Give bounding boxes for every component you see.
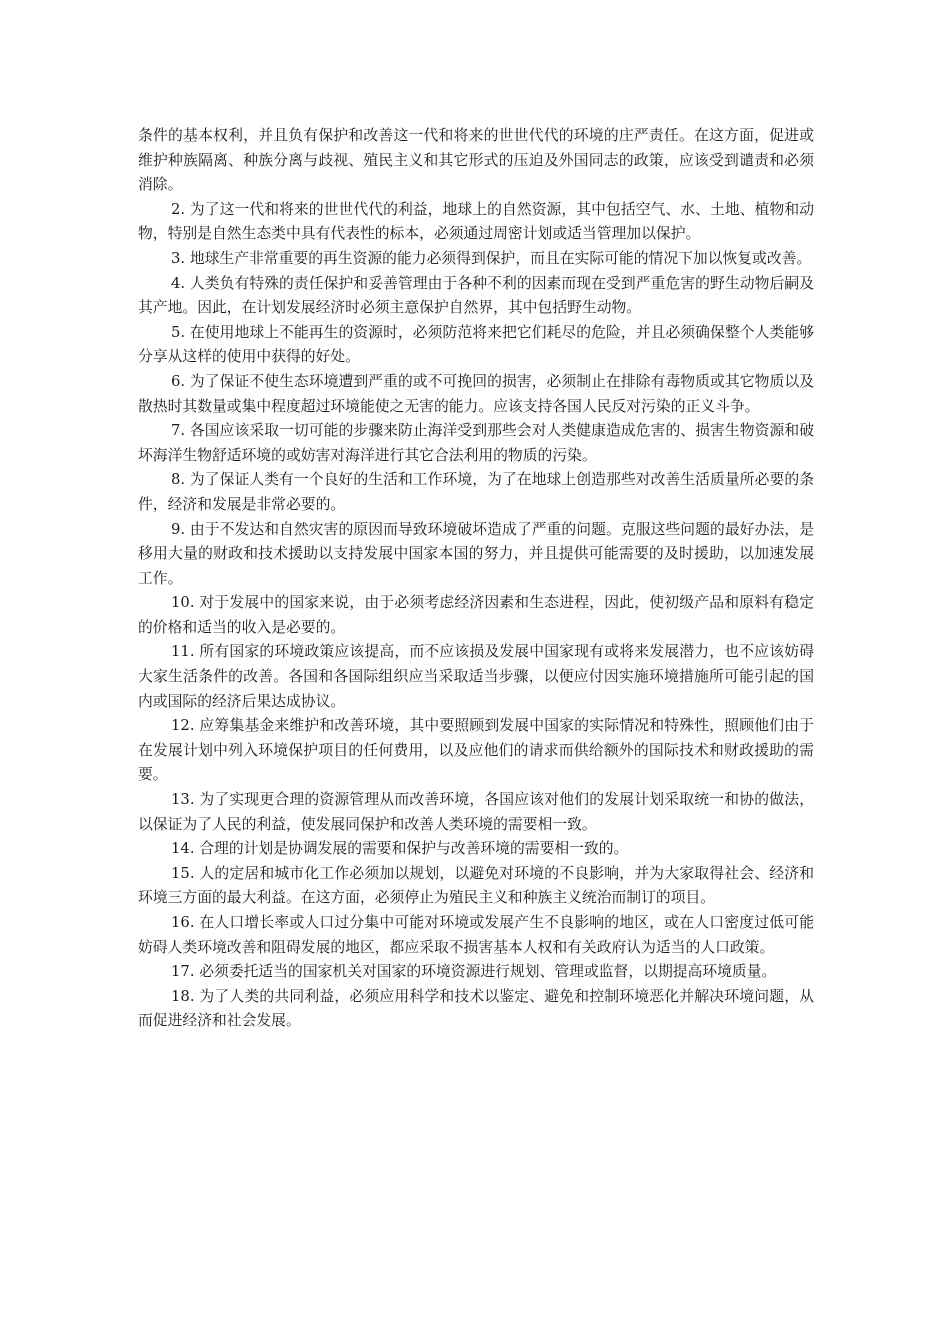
paragraph-18: 18. 为了人类的共同利益，必须应用科学和技术以鉴定、避免和控制环境恶化并解决环境问题，从而促进经济和社会发展。 — [138, 987, 814, 1030]
paragraph-9: 9. 由于不发达和自然灾害的原因而导致环境破坏造成了严重的问题。克服这些问题的最好办法，是移用大量的财政和技术援助以支持发展中国家本国的努力，并且提供可能需要的及时援助，以加速发展工作。 — [138, 520, 814, 587]
paragraph-15: 15. 人的定居和城市化工作必须加以规划，以避免对环境的不良影响，并为大家取得社会、经济和环境三方面的最大利益。在这方面，必须停止为殖民主义和种族主义统治而制订的项目。 — [138, 864, 814, 907]
paragraph-5: 5. 在使用地球上不能再生的资源时，必须防范将来把它们耗尽的危险，并且必须确保整个人类能够分享从这样的使用中获得的好处。 — [138, 323, 814, 366]
paragraph-11: 11. 所有国家的环境政策应该提高，而不应该损及发展中国家现有或将来发展潜力，也不应该妨碍大家生活条件的改善。各国和各国际组织应当采取适当步骤，以便应付因实施环境措施所可能引起的国内或国际的经济后果达成协议。 — [138, 643, 814, 710]
paragraph-16: 16. 在人口增长率或人口过分集中可能对环境或发展产生不良影响的地区，或在人口密度过低可能妨碍人类环境改善和阻碍发展的地区，都应采取不损害基本人权和有关政府认为适当的人口政策。 — [138, 914, 814, 956]
paragraph-4: 4. 人类负有特殊的责任保护和妥善管理由于各种不利的因素而现在受到严重危害的野生动物后嗣及其产地。因此，在计划发展经济时必须主意保护自然界，其中包括野生动物。 — [138, 274, 814, 317]
paragraph-8: 8. 为了保证人类有一个良好的生活和工作环境，为了在地球上创造那些对改善生活质量所必要的条件，经济和发展是非常必要的。 — [138, 471, 814, 513]
paragraph-2: 2. 为了这一代和将来的世世代代的利益，地球上的自然资源，其中包括空气、水、土地、植物和动物，特别是自然生态类中具有代表性的标本，必须通过周密计划或适当管理加以保护。 — [138, 200, 814, 243]
paragraph-continuation: 条件的基本权利，并且负有保护和改善这一代和将来的世世代代的环境的庄严责任。在这方面，促进或维护种族隔离、种族分离与歧视、殖民主义和其它形式的压迫及外国同志的政策，应该受到谴责和必须消除。 — [138, 127, 814, 194]
paragraph-6: 6. 为了保证不使生态环境遭到严重的或不可挽回的损害，必须制止在排除有毒物质或其它物质以及散热时其数量或集中程度超过环境能使之无害的能力。应该支持各国人民反对污染的正义斗争。 — [138, 372, 814, 415]
paragraph-3: 3. 地球生产非常重要的再生资源的能力必须得到保护，而且在实际可能的情况下加以恢复或改善。 — [171, 249, 812, 267]
paragraph-13: 13. 为了实现更合理的资源管理从而改善环境，各国应该对他们的发展计划采取统一和协的做法，以保证为了人民的利益，使发展同保护和改善人类环境的需要相一致。 — [138, 791, 814, 833]
paragraph-17: 17. 必须委托适当的国家机关对国家的环境资源进行规划、管理或监督，以期提高环境质量。 — [171, 963, 777, 981]
paragraph-10: 10. 对于发展中的国家来说，由于必须考虑经济因素和生态进程，因此，使初级产品和原料有稳定的价格和适当的收入是必要的。 — [138, 594, 814, 636]
paragraph-7: 7. 各国应该采取一切可能的步骤来防止海洋受到那些会对人类健康造成危害的、损害生物资源和破坏海洋生物舒适环境的或妨害对海洋进行其它合法利用的物质的污染。 — [138, 422, 814, 464]
paragraph-12: 12. 应筹集基金来维护和改善环境，其中要照顾到发展中国家的实际情况和特殊性，照顾他们由于在发展计划中列入环境保护项目的任何费用，以及应他们的请求而供给额外的国际技术和财政援助的需要。 — [138, 717, 814, 784]
document-body — [138, 124, 814, 1034]
paragraph-14: 14. 合理的计划是协调发展的需要和保护与改善环境的需要相一致的。 — [171, 840, 629, 858]
